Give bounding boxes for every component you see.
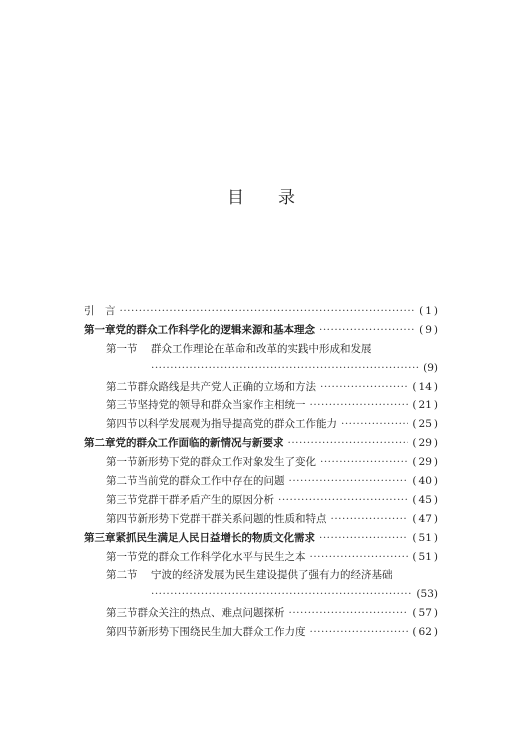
toc-dot-leader bbox=[289, 474, 409, 489]
toc-entry-title: 新形势下党群干群关系问题的性质和特点 bbox=[137, 512, 327, 525]
toc-entry-title: 党的群众工作科学化水平与民生之本 bbox=[137, 550, 306, 563]
title-char-1: 目 bbox=[227, 188, 244, 208]
toc-entry-title: 党的群众工作科学化的逻辑来源和基本理念 bbox=[115, 323, 315, 336]
toc-dot-leader bbox=[151, 587, 412, 602]
toc-entry-number: 第一章 bbox=[84, 323, 116, 336]
toc-dot-leader bbox=[320, 455, 408, 470]
toc-dot-leader bbox=[310, 550, 409, 565]
toc-section-entry[interactable] bbox=[84, 606, 438, 621]
toc-entry-title: 宁波的经济发展为民生建设提供了强有力的经济基础 bbox=[151, 569, 393, 582]
toc-dot-leader bbox=[288, 436, 409, 451]
toc-page-number: ( 29 ) bbox=[412, 456, 438, 469]
toc-page-number: (53) bbox=[416, 588, 438, 601]
toc-dot-leader bbox=[331, 512, 409, 527]
toc-section-entry[interactable] bbox=[84, 512, 438, 527]
toc-section-entry[interactable] bbox=[84, 380, 438, 395]
toc-section-entry[interactable] bbox=[84, 493, 438, 508]
toc-page-number: ( 45 ) bbox=[412, 493, 438, 506]
toc-entry-number: 第二章 bbox=[84, 437, 116, 450]
toc-dot-leader bbox=[341, 417, 408, 432]
toc-entry-continuation bbox=[84, 361, 438, 376]
toc-entry-title: 紧抓民生满足人民日益增长的物质文化需求 bbox=[115, 531, 315, 544]
toc-page-number: ( 51 ) bbox=[412, 531, 438, 544]
toc-page-number: ( 51 ) bbox=[412, 550, 438, 563]
title-char-2: 录 bbox=[278, 188, 295, 208]
toc-entry-continuation bbox=[84, 587, 438, 602]
toc-section-entry[interactable] bbox=[84, 342, 438, 357]
toc-entry-title: 新形势下围绕民生加大群众工作力度 bbox=[137, 626, 306, 639]
toc-entry-number: 第三节 bbox=[106, 399, 138, 412]
toc-entry-title: 以科学发展观为指导提高党的群众工作能力 bbox=[137, 418, 337, 431]
toc-page-number: ( 57 ) bbox=[412, 607, 438, 620]
toc-entry-number: 第一节 bbox=[106, 456, 138, 469]
toc-section-entry[interactable] bbox=[84, 398, 438, 413]
toc-page-number: ( 47 ) bbox=[412, 512, 438, 525]
toc-entry-title: 党的群众工作面临的新情况与新要求 bbox=[115, 437, 284, 450]
toc-section-entry[interactable] bbox=[84, 455, 438, 470]
toc-chapter-entry[interactable] bbox=[84, 531, 438, 546]
table-of-contents bbox=[84, 304, 438, 644]
toc-entry-title: 党群干群矛盾产生的原因分析 bbox=[137, 493, 274, 506]
toc-entry-number: 第一节 bbox=[106, 550, 138, 563]
toc-page-number: ( 21 ) bbox=[412, 399, 438, 412]
toc-entry-number: 第三节 bbox=[106, 493, 138, 506]
toc-section-entry[interactable] bbox=[84, 550, 438, 565]
toc-section-entry[interactable] bbox=[84, 417, 438, 432]
toc-dot-leader bbox=[289, 606, 409, 621]
toc-dot-leader bbox=[278, 493, 408, 508]
toc-entry-number: 第二节 bbox=[106, 569, 138, 582]
toc-entry-number: 第四节 bbox=[106, 418, 138, 431]
toc-dot-leader bbox=[310, 398, 409, 413]
toc-dot-leader bbox=[319, 531, 408, 546]
toc-page-number: ( 40 ) bbox=[412, 475, 438, 488]
toc-dot-leader bbox=[319, 323, 415, 338]
toc-dot-leader bbox=[120, 304, 416, 319]
toc-entry-title: 当前党的群众工作中存在的问题 bbox=[137, 475, 285, 488]
toc-page-number: ( 62 ) bbox=[412, 626, 438, 639]
toc-page-number: (9) bbox=[423, 361, 438, 374]
toc-entry-title: 群众关注的热点、难点问题探析 bbox=[137, 607, 285, 620]
toc-dot-leader bbox=[320, 380, 408, 395]
toc-entry-number: 第四节 bbox=[106, 626, 138, 639]
toc-chapter-entry[interactable] bbox=[84, 436, 438, 451]
toc-entry-number: 第四节 bbox=[106, 512, 138, 525]
toc-entry-number: 第二节 bbox=[106, 475, 138, 488]
toc-page-number: ( 25 ) bbox=[412, 418, 438, 431]
toc-page-number: ( 14 ) bbox=[412, 380, 438, 393]
toc-entry-title: 群众工作理论在革命和改革的实践中形成和发展 bbox=[151, 342, 372, 355]
toc-section-entry[interactable] bbox=[84, 625, 438, 640]
toc-entry-title: 坚持党的领导和群众当家作主相统一 bbox=[137, 399, 306, 412]
toc-section-entry[interactable] bbox=[84, 568, 438, 583]
toc-dot-leader bbox=[310, 625, 409, 640]
toc-entry-number: 第三章 bbox=[84, 531, 116, 544]
toc-entry-number: 第二节 bbox=[106, 380, 138, 393]
toc-page-number: ( 29 ) bbox=[412, 437, 438, 450]
toc-section-entry[interactable] bbox=[84, 474, 438, 489]
toc-entry-title: 群众路线是共产党人正确的立场和方法 bbox=[137, 380, 316, 393]
toc-page-number: ( 9 ) bbox=[419, 323, 438, 336]
toc-entry-title: 新形势下党的群众工作对象发生了变化 bbox=[137, 456, 316, 469]
toc-entry-number: 第一节 bbox=[106, 342, 138, 355]
toc-entry-number: 引 言 bbox=[84, 305, 116, 317]
toc-page-number: ( 1 ) bbox=[419, 305, 438, 317]
toc-intro-entry[interactable] bbox=[84, 304, 438, 319]
page-title bbox=[0, 183, 522, 208]
toc-chapter-entry[interactable] bbox=[84, 323, 438, 338]
toc-entry-number: 第三节 bbox=[106, 607, 138, 620]
toc-dot-leader bbox=[151, 361, 419, 376]
